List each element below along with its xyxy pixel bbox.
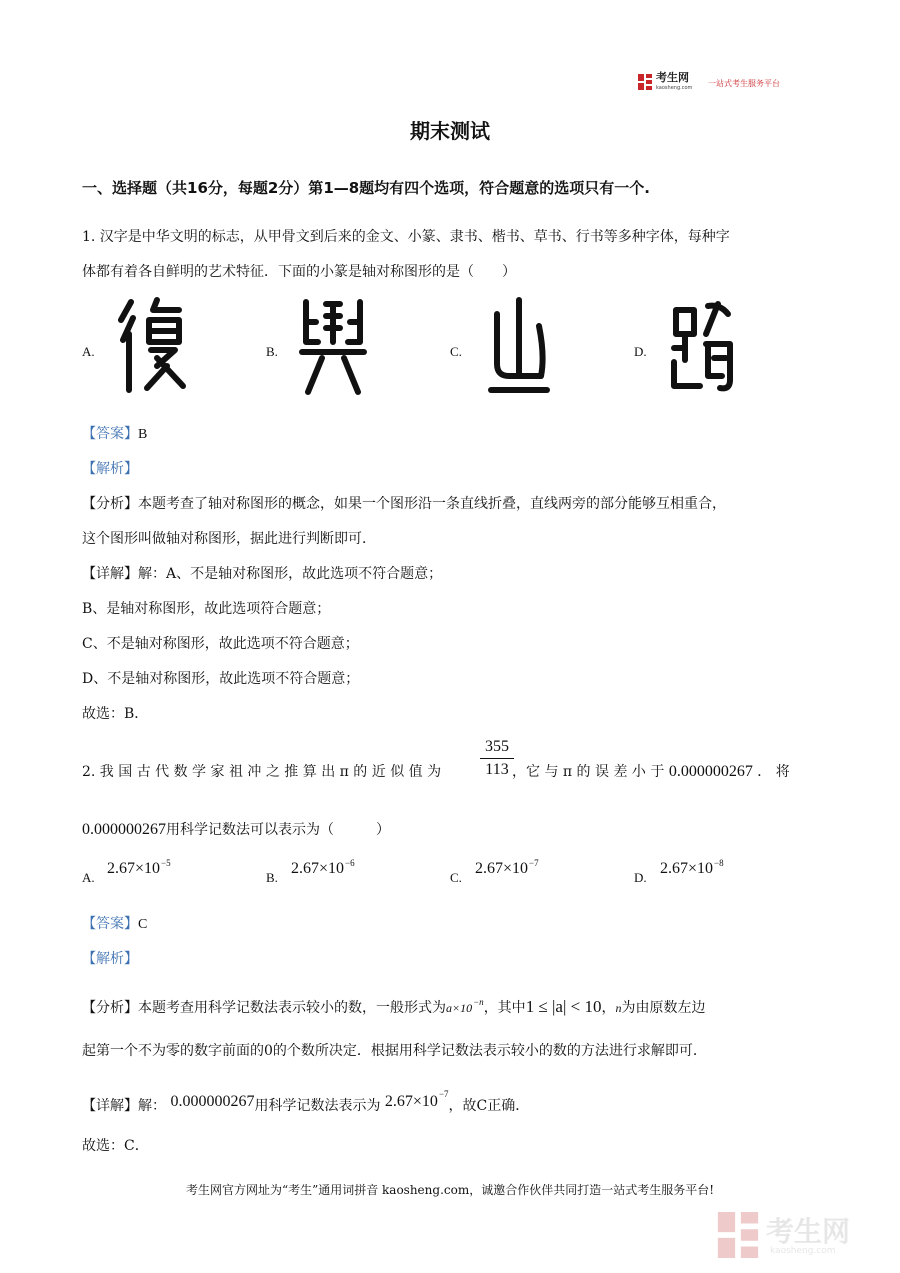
q1-option-a-label: A. bbox=[82, 344, 95, 359]
q1-detail-line2: B、是轴对称图形，故此选项符合题意； bbox=[82, 601, 331, 617]
q2-detail: 【详解】解： 0.000000267用科学记数法表示为 $2.67\times 10^{-7}$，故C正确． bbox=[82, 1089, 530, 1114]
q1-option-b-label: B. bbox=[266, 344, 278, 359]
watermark-domain: kaosheng.com bbox=[770, 1246, 836, 1256]
logo-name: 考生网 bbox=[656, 71, 689, 84]
q2-stem-part1: 2. 我 国 古 代 数 学 家 祖 冲 之 推 算 出 π 的 近 似 值 为 bbox=[82, 764, 442, 780]
q2-analysis-tag: 【解析】 bbox=[82, 951, 138, 967]
logo-slogan: 一站式考生服务平台 bbox=[708, 79, 780, 88]
q1-detail-line1: 【详解】解：A、不是轴对称图形，故此选项不符合题意； bbox=[82, 566, 443, 582]
watermark-name: 考生网 bbox=[766, 1215, 851, 1248]
watermark-logo bbox=[716, 1210, 876, 1260]
seal-script-c-image bbox=[487, 296, 551, 396]
q2-stem-line2: 0.000000267用科学记数法可以表示为（ ） bbox=[82, 821, 390, 838]
section-heading: 一、选择题（共16分，每题2分）第1—8题均有四个选项，符合题意的选项只有一个. bbox=[82, 179, 650, 197]
q2-option-d-label: D. bbox=[634, 870, 647, 885]
header-logo bbox=[638, 72, 798, 94]
q2-option-d-value: $2.67\times 10^{-8}$ bbox=[660, 858, 724, 877]
q1-stem-line2: 体都有着各自鲜明的艺术特征．下面的小篆是轴对称图形的是（ ） bbox=[82, 264, 516, 280]
q2-option-c-value: $2.67\times 10^{-7}$ bbox=[475, 858, 539, 877]
q1-answer: 【答案】B bbox=[82, 426, 148, 442]
q1-choose: 故选：B． bbox=[82, 706, 149, 722]
footer-text: 考生网官方网址为“考生”通用词拼音 kaosheng.com，诚邀合作伙伴共同打造一站式考生服务平台! bbox=[185, 1183, 715, 1197]
seal-script-a-image bbox=[117, 296, 189, 396]
q1-stem-line1: 1. 汉字是中华文明的标志，从甲骨文到后来的金文、小篆、隶书、楷书、草书、行书等多种字体，每种字 bbox=[82, 229, 730, 245]
q2-answer: 【答案】C bbox=[82, 916, 148, 932]
q1-detail-line4: D、不是轴对称图形，故此选项不符合题意； bbox=[82, 671, 360, 687]
seal-script-d-image bbox=[670, 300, 736, 398]
q2-stem-part2: ，它 与 π 的 误 差 小 于 0.000000267 ． 将 bbox=[512, 763, 790, 780]
q2-fenxi-line1: 【分析】本题考查用科学记数法表示较小的数，一般形式为$a\times 10^{-n}$，其中1 ≤ |a| < 10，n为由原数左边 bbox=[82, 997, 706, 1016]
q1-fenxi-line1: 【分析】本题考查了轴对称图形的概念，如果一个图形沿一条直线折叠，直线两旁的部分能够互相重合， bbox=[82, 496, 726, 512]
seal-script-b-image bbox=[298, 296, 368, 400]
q1-fenxi-line2: 这个图形叫做轴对称图形，据此进行判断即可． bbox=[82, 531, 376, 547]
logo-domain: kaosheng.com bbox=[656, 85, 693, 91]
q1-analysis-tag: 【解析】 bbox=[82, 461, 138, 477]
kaosheng-logo-icon bbox=[638, 74, 652, 90]
q2-choose: 故选：C． bbox=[82, 1138, 149, 1154]
page-title: 期末测试 bbox=[410, 119, 490, 143]
q2-fraction-numerator: 355 bbox=[485, 738, 509, 755]
q2-option-a-label: A. bbox=[82, 870, 95, 885]
q2-option-c-label: C. bbox=[450, 870, 462, 885]
q2-fenxi-line2: 起第一个不为零的数字前面的0的个数所决定．根据用科学记数法表示较小的数的方法进行求解即可． bbox=[82, 1043, 707, 1059]
q2-option-a-value: $2.67\times 10^{-5}$ bbox=[107, 858, 171, 877]
q1-detail-line3: C、不是轴对称图形，故此选项不符合题意； bbox=[82, 636, 359, 652]
q2-fraction-denominator: 113 bbox=[485, 761, 509, 778]
q2-option-b-value: $2.67\times 10^{-6}$ bbox=[291, 858, 355, 877]
q2-option-b-label: B. bbox=[266, 870, 278, 885]
q1-option-d-label: D. bbox=[634, 344, 647, 359]
q1-option-c-label: C. bbox=[450, 344, 462, 359]
watermark-logo-icon bbox=[716, 1212, 760, 1258]
q2-fraction-bar bbox=[480, 758, 514, 759]
q2-fraction bbox=[480, 738, 514, 779]
